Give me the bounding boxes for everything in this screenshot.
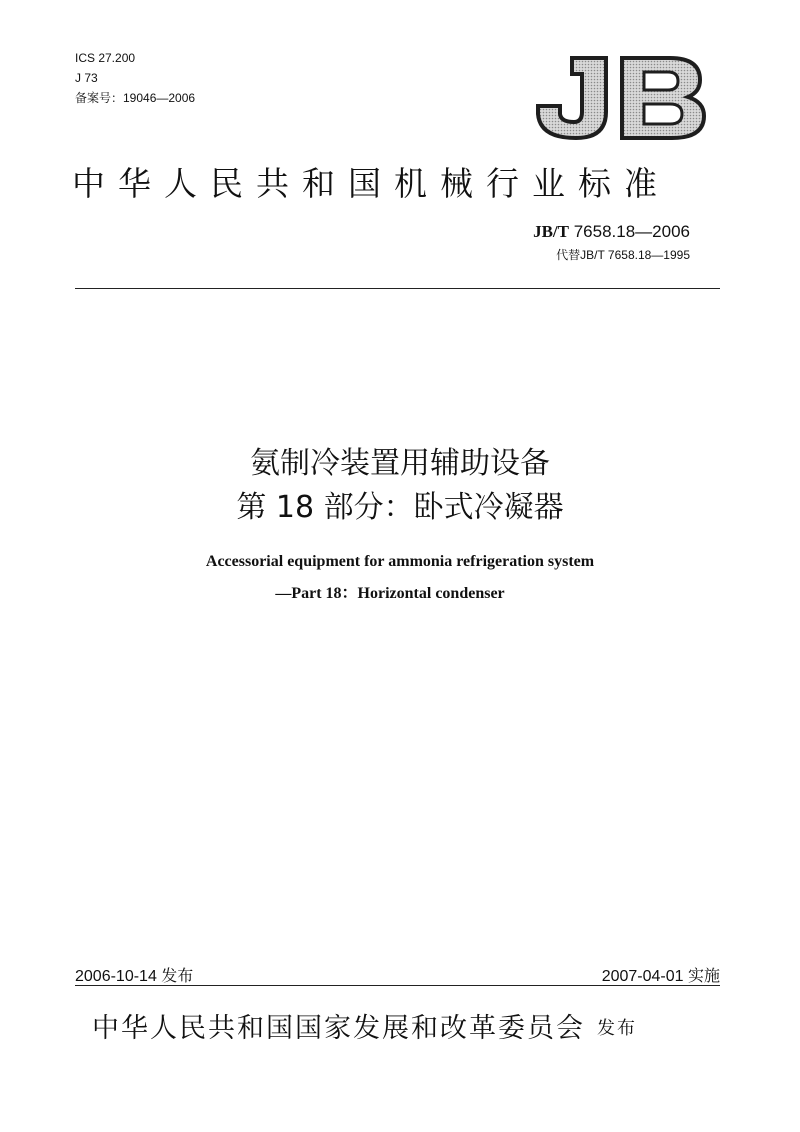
title-chinese-line2: 第 18 部分：卧式冷凝器 <box>236 490 564 525</box>
title-chinese-line1: 氨制冷装置用辅助设备 <box>250 446 550 481</box>
org-title: 中华人民共和国机械行业标准 <box>72 164 670 203</box>
classification-code: J 73 <box>75 71 98 85</box>
publish-word: 发布 <box>597 1018 637 1039</box>
publisher-name: 中华人民共和国国家发展和改革委员会 <box>92 1013 585 1044</box>
bottom-divider <box>75 985 720 986</box>
standard-prefix: JB/T <box>533 222 569 241</box>
jb-logo <box>530 54 710 144</box>
implementation-date: 2007-04-01 实施 <box>601 968 720 985</box>
title-english-line2: —Part 18：Horizontal condenser <box>275 585 505 602</box>
standard-number-value: 7658.18—2006 <box>569 222 690 241</box>
publisher-line <box>92 1006 637 1045</box>
record-number: 备案号：19046—2006 <box>75 91 196 105</box>
ics-code: ICS 27.200 <box>75 51 136 65</box>
title-english-line1: Accessorial equipment for ammonia refrigeration system <box>205 553 595 570</box>
top-divider <box>75 288 720 289</box>
replaces-standard: 代替JB/T 7658.18—1995 <box>556 248 690 262</box>
issue-date: 2006-10-14 发布 <box>75 968 194 985</box>
logo-text: JB <box>530 54 531 55</box>
standard-number <box>533 222 690 242</box>
